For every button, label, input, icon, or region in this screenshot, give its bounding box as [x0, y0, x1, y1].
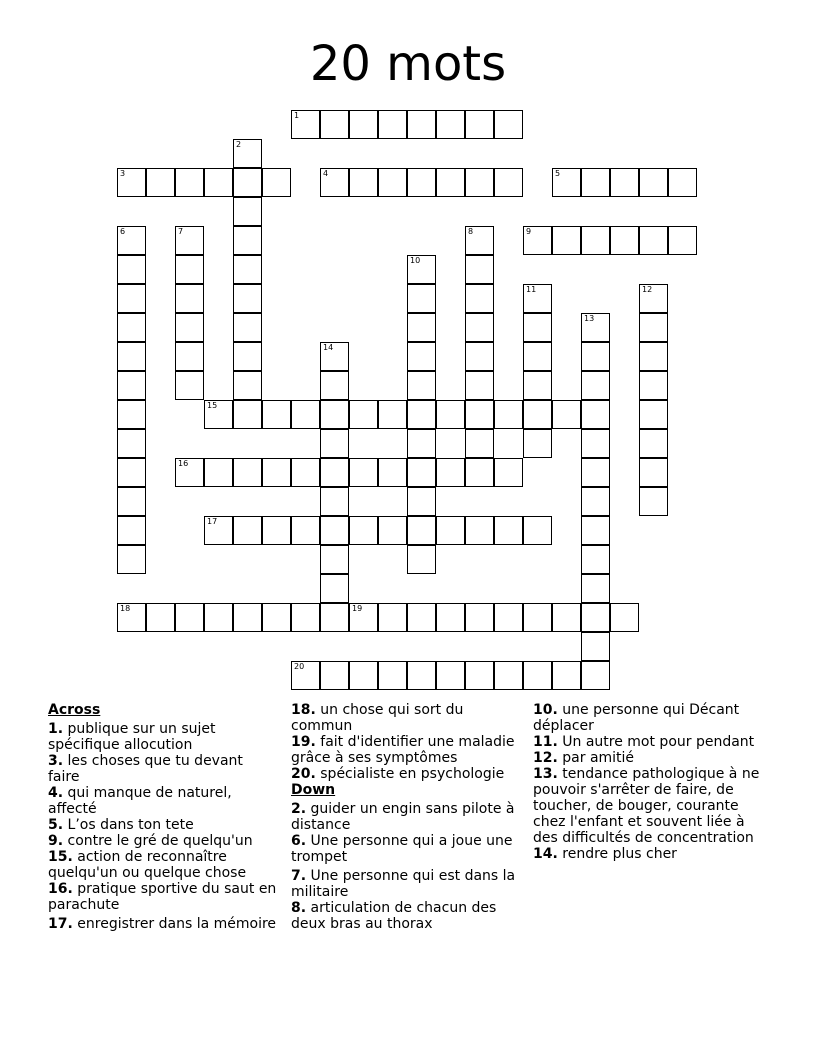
grid-cell[interactable]	[349, 458, 378, 487]
grid-cell[interactable]	[610, 603, 639, 632]
grid-cell[interactable]	[465, 516, 494, 545]
clue-column-1	[48, 702, 278, 932]
grid-cell[interactable]	[581, 400, 610, 429]
grid-cell[interactable]	[465, 168, 494, 197]
grid-cell[interactable]	[291, 110, 320, 139]
grid-cell[interactable]	[523, 661, 552, 690]
clue-number: 16	[178, 459, 189, 468]
grid-cell[interactable]	[349, 661, 378, 690]
grid-cell[interactable]	[668, 168, 697, 197]
clue-number: 1	[294, 111, 300, 120]
grid-cell[interactable]	[233, 168, 262, 197]
clue-number: 10	[410, 256, 421, 265]
grid-cell[interactable]	[523, 429, 552, 458]
grid-cell[interactable]	[610, 226, 639, 255]
grid-cell[interactable]	[204, 168, 233, 197]
grid-cell[interactable]	[233, 400, 262, 429]
grid-cell[interactable]	[581, 371, 610, 400]
clue-number: 12	[642, 285, 653, 294]
grid-cell[interactable]	[407, 110, 436, 139]
grid-cell[interactable]	[378, 458, 407, 487]
grid-cell[interactable]	[436, 458, 465, 487]
grid-cell[interactable]	[523, 371, 552, 400]
grid-cell[interactable]	[175, 168, 204, 197]
grid-cell[interactable]	[320, 487, 349, 516]
grid-cell[interactable]	[407, 661, 436, 690]
grid-cell[interactable]	[581, 574, 610, 603]
grid-cell[interactable]	[523, 603, 552, 632]
clue-down-7: 7. Une personne qui est dans la militaire	[291, 868, 516, 900]
clue-across-18: 18. un chose qui sort du commun	[291, 702, 464, 734]
grid-cell[interactable]	[320, 400, 349, 429]
grid-cell[interactable]	[291, 603, 320, 632]
grid-cell[interactable]	[117, 429, 146, 458]
grid-cell[interactable]	[117, 603, 146, 632]
grid-cell[interactable]	[233, 313, 262, 342]
grid-cell[interactable]	[581, 516, 610, 545]
grid-cell[interactable]	[407, 429, 436, 458]
grid-cell[interactable]	[175, 284, 204, 313]
grid-cell[interactable]	[233, 516, 262, 545]
grid-cell[interactable]	[233, 226, 262, 255]
grid-cell[interactable]	[407, 255, 436, 284]
clue-across-4: 4. qui manque de naturel, affecté	[48, 785, 232, 817]
grid-cell[interactable]	[175, 255, 204, 284]
grid-cell[interactable]	[320, 545, 349, 574]
grid-cell[interactable]	[436, 603, 465, 632]
clue-across-20: 20. spécialiste en psychologie	[291, 766, 505, 782]
grid-cell[interactable]	[581, 661, 610, 690]
grid-cell[interactable]	[581, 545, 610, 574]
grid-cell[interactable]	[436, 516, 465, 545]
grid-cell[interactable]	[291, 400, 320, 429]
grid-cell[interactable]	[581, 342, 610, 371]
grid-cell[interactable]	[639, 400, 668, 429]
grid-cell[interactable]	[175, 342, 204, 371]
grid-cell[interactable]	[581, 429, 610, 458]
grid-cell[interactable]	[117, 342, 146, 371]
grid-cell[interactable]	[175, 226, 204, 255]
grid-cell[interactable]	[262, 516, 291, 545]
grid-cell[interactable]	[117, 313, 146, 342]
grid-cell[interactable]	[407, 342, 436, 371]
clue-number: 19	[352, 604, 363, 613]
clue-across-1: 1. publique sur un sujet spécifique allocution	[48, 721, 216, 753]
grid-cell[interactable]	[320, 342, 349, 371]
grid-cell[interactable]	[494, 458, 523, 487]
grid-cell[interactable]	[552, 661, 581, 690]
grid-cell[interactable]	[407, 603, 436, 632]
clue-down-13: 13. tendance pathologique à ne pouvoir s'arrêter de faire, de toucher, de bouger, courante chez l'enfant et souvent liée à des difficultés de concentration	[533, 766, 760, 846]
grid-cell[interactable]	[639, 487, 668, 516]
grid-cell[interactable]	[320, 574, 349, 603]
grid-cell[interactable]	[175, 458, 204, 487]
grid-cell[interactable]	[320, 516, 349, 545]
clue-column-2	[291, 702, 527, 932]
clue-number: 7	[178, 227, 184, 236]
grid-cell[interactable]	[291, 516, 320, 545]
clue-number: 11	[526, 285, 537, 294]
grid-cell[interactable]	[436, 168, 465, 197]
grid-cell[interactable]	[320, 458, 349, 487]
clue-number: 20	[294, 662, 305, 671]
grid-cell[interactable]	[407, 284, 436, 313]
grid-cell[interactable]	[494, 110, 523, 139]
grid-cell[interactable]	[407, 371, 436, 400]
grid-cell[interactable]	[233, 458, 262, 487]
clue-number: 2	[236, 140, 242, 149]
grid-cell[interactable]	[581, 487, 610, 516]
grid-cell[interactable]	[581, 168, 610, 197]
grid-cell[interactable]	[117, 371, 146, 400]
grid-cell[interactable]	[117, 487, 146, 516]
grid-cell[interactable]	[436, 661, 465, 690]
grid-cell[interactable]	[320, 110, 349, 139]
clue-down-2: 2. guider un engin sans pilote à distance	[291, 801, 515, 833]
clue-across-15: 15. action de reconnaître quelqu'un ou quelque chose	[48, 849, 247, 881]
grid-cell[interactable]	[552, 400, 581, 429]
clue-across-19: 19. fait d'identifier une maladie grâce à ses symptômes	[291, 734, 515, 766]
grid-cell[interactable]	[378, 516, 407, 545]
grid-cell[interactable]	[320, 168, 349, 197]
grid-cell[interactable]	[407, 516, 436, 545]
grid-cell[interactable]	[523, 226, 552, 255]
grid-cell[interactable]	[117, 516, 146, 545]
grid-cell[interactable]	[494, 661, 523, 690]
clue-down-10: 10. une personne qui Décant déplacer	[533, 702, 740, 734]
grid-cell[interactable]	[465, 226, 494, 255]
grid-cell[interactable]	[117, 226, 146, 255]
grid-cell[interactable]	[639, 226, 668, 255]
grid-cell[interactable]	[320, 429, 349, 458]
grid-cell[interactable]	[117, 545, 146, 574]
grid-cell[interactable]	[465, 458, 494, 487]
grid-cell[interactable]	[523, 516, 552, 545]
grid-cell[interactable]	[436, 110, 465, 139]
grid-cell[interactable]	[378, 400, 407, 429]
grid-cell[interactable]	[320, 371, 349, 400]
grid-cell[interactable]	[639, 429, 668, 458]
clue-down-14: 14. rendre plus cher	[533, 846, 677, 862]
grid-cell[interactable]	[204, 516, 233, 545]
clue-down-12: 12. par amitié	[533, 750, 635, 766]
grid-cell[interactable]	[639, 313, 668, 342]
grid-cell[interactable]	[233, 197, 262, 226]
grid-cell[interactable]	[494, 400, 523, 429]
clue-number: 17	[207, 517, 218, 526]
grid-cell[interactable]	[465, 110, 494, 139]
grid-cell[interactable]	[465, 371, 494, 400]
grid-cell[interactable]	[407, 545, 436, 574]
grid-cell[interactable]	[146, 168, 175, 197]
grid-cell[interactable]	[233, 371, 262, 400]
grid-cell[interactable]	[552, 226, 581, 255]
grid-cell[interactable]	[262, 168, 291, 197]
clue-across-17: 17. enregistrer dans la mémoire	[48, 916, 277, 932]
clue-number: 15	[207, 401, 218, 410]
grid-cell[interactable]	[581, 313, 610, 342]
grid-cell[interactable]	[523, 342, 552, 371]
clue-down-8: 8. articulation de chacun des deux bras au thorax	[291, 900, 497, 932]
grid-cell[interactable]	[117, 400, 146, 429]
grid-cell[interactable]	[581, 226, 610, 255]
grid-cell[interactable]	[494, 168, 523, 197]
grid-cell[interactable]	[523, 400, 552, 429]
grid-cell[interactable]	[233, 284, 262, 313]
grid-cell[interactable]	[407, 487, 436, 516]
grid-cell[interactable]	[465, 313, 494, 342]
grid-cell[interactable]	[639, 342, 668, 371]
grid-cell[interactable]	[320, 603, 349, 632]
grid-cell[interactable]	[117, 458, 146, 487]
grid-cell[interactable]	[639, 284, 668, 313]
grid-cell[interactable]	[552, 168, 581, 197]
grid-cell[interactable]	[639, 458, 668, 487]
grid-cell[interactable]	[494, 516, 523, 545]
grid-cell[interactable]	[610, 168, 639, 197]
grid-cell[interactable]	[146, 603, 175, 632]
grid-cell[interactable]	[407, 400, 436, 429]
grid-cell[interactable]	[407, 458, 436, 487]
grid-cell[interactable]	[291, 458, 320, 487]
grid-cell[interactable]	[378, 603, 407, 632]
clue-number: 13	[584, 314, 595, 323]
grid-cell[interactable]	[204, 400, 233, 429]
grid-cell[interactable]	[262, 603, 291, 632]
grid-cell[interactable]	[262, 400, 291, 429]
grid-cell[interactable]	[349, 516, 378, 545]
clue-number: 6	[120, 227, 126, 236]
grid-cell[interactable]	[175, 603, 204, 632]
grid-cell[interactable]	[465, 603, 494, 632]
clue-down-6: 6. Une personne qui a joue une trompet	[291, 833, 513, 865]
grid-cell[interactable]	[581, 458, 610, 487]
grid-cell[interactable]	[378, 168, 407, 197]
grid-cell[interactable]	[436, 400, 465, 429]
page-title: 20 mots	[309, 36, 507, 92]
grid-cell[interactable]	[349, 168, 378, 197]
across-header: Across	[48, 702, 101, 718]
grid-cell[interactable]	[465, 284, 494, 313]
grid-cell[interactable]	[465, 429, 494, 458]
grid-cell[interactable]	[465, 400, 494, 429]
clue-column-3	[533, 702, 773, 862]
grid-cell[interactable]	[668, 226, 697, 255]
clue-number: 3	[120, 169, 126, 178]
grid-cell[interactable]	[494, 603, 523, 632]
clue-number: 14	[323, 343, 334, 352]
grid-cell[interactable]	[552, 603, 581, 632]
grid-cell[interactable]	[407, 168, 436, 197]
grid-cell[interactable]	[465, 255, 494, 284]
grid-cell[interactable]	[233, 603, 262, 632]
grid-cell[interactable]	[581, 632, 610, 661]
grid-cell[interactable]	[233, 139, 262, 168]
down-header: Down	[291, 782, 336, 798]
clue-number: 4	[323, 169, 329, 178]
grid-cell[interactable]	[117, 255, 146, 284]
grid-cell[interactable]	[378, 110, 407, 139]
grid-cell[interactable]	[349, 400, 378, 429]
grid-cell[interactable]	[465, 661, 494, 690]
grid-cell[interactable]	[349, 110, 378, 139]
grid-cell[interactable]	[117, 284, 146, 313]
grid-cell[interactable]	[581, 603, 610, 632]
clue-number: 9	[526, 227, 532, 236]
grid-cell[interactable]	[639, 168, 668, 197]
grid-cell[interactable]	[175, 313, 204, 342]
grid-cell[interactable]	[117, 168, 146, 197]
grid-cell[interactable]	[639, 371, 668, 400]
clue-down-11: 11. Un autre mot pour pendant	[533, 734, 755, 750]
grid-cell[interactable]	[465, 342, 494, 371]
grid-cell[interactable]	[320, 661, 349, 690]
grid-cell[interactable]	[204, 603, 233, 632]
clue-number: 8	[468, 227, 474, 236]
grid-cell[interactable]	[233, 255, 262, 284]
grid-cell[interactable]	[262, 458, 291, 487]
grid-cell[interactable]	[349, 603, 378, 632]
grid-cell[interactable]	[291, 661, 320, 690]
grid-cell[interactable]	[523, 313, 552, 342]
clue-number: 18	[120, 604, 131, 613]
grid-cell[interactable]	[378, 661, 407, 690]
grid-cell[interactable]	[233, 342, 262, 371]
grid-cell[interactable]	[175, 371, 204, 400]
clue-across-5: 5. L’os dans ton tete	[48, 817, 194, 833]
clue-across-16: 16. pratique sportive du saut en parachute	[48, 881, 277, 913]
clue-across-9: 9. contre le gré de quelqu'un	[48, 833, 253, 849]
clue-number: 5	[555, 169, 561, 178]
grid-cell[interactable]	[407, 313, 436, 342]
clue-across-3: 3. les choses que tu devant faire	[48, 753, 243, 785]
grid-cell[interactable]	[204, 458, 233, 487]
grid-cell[interactable]	[523, 284, 552, 313]
